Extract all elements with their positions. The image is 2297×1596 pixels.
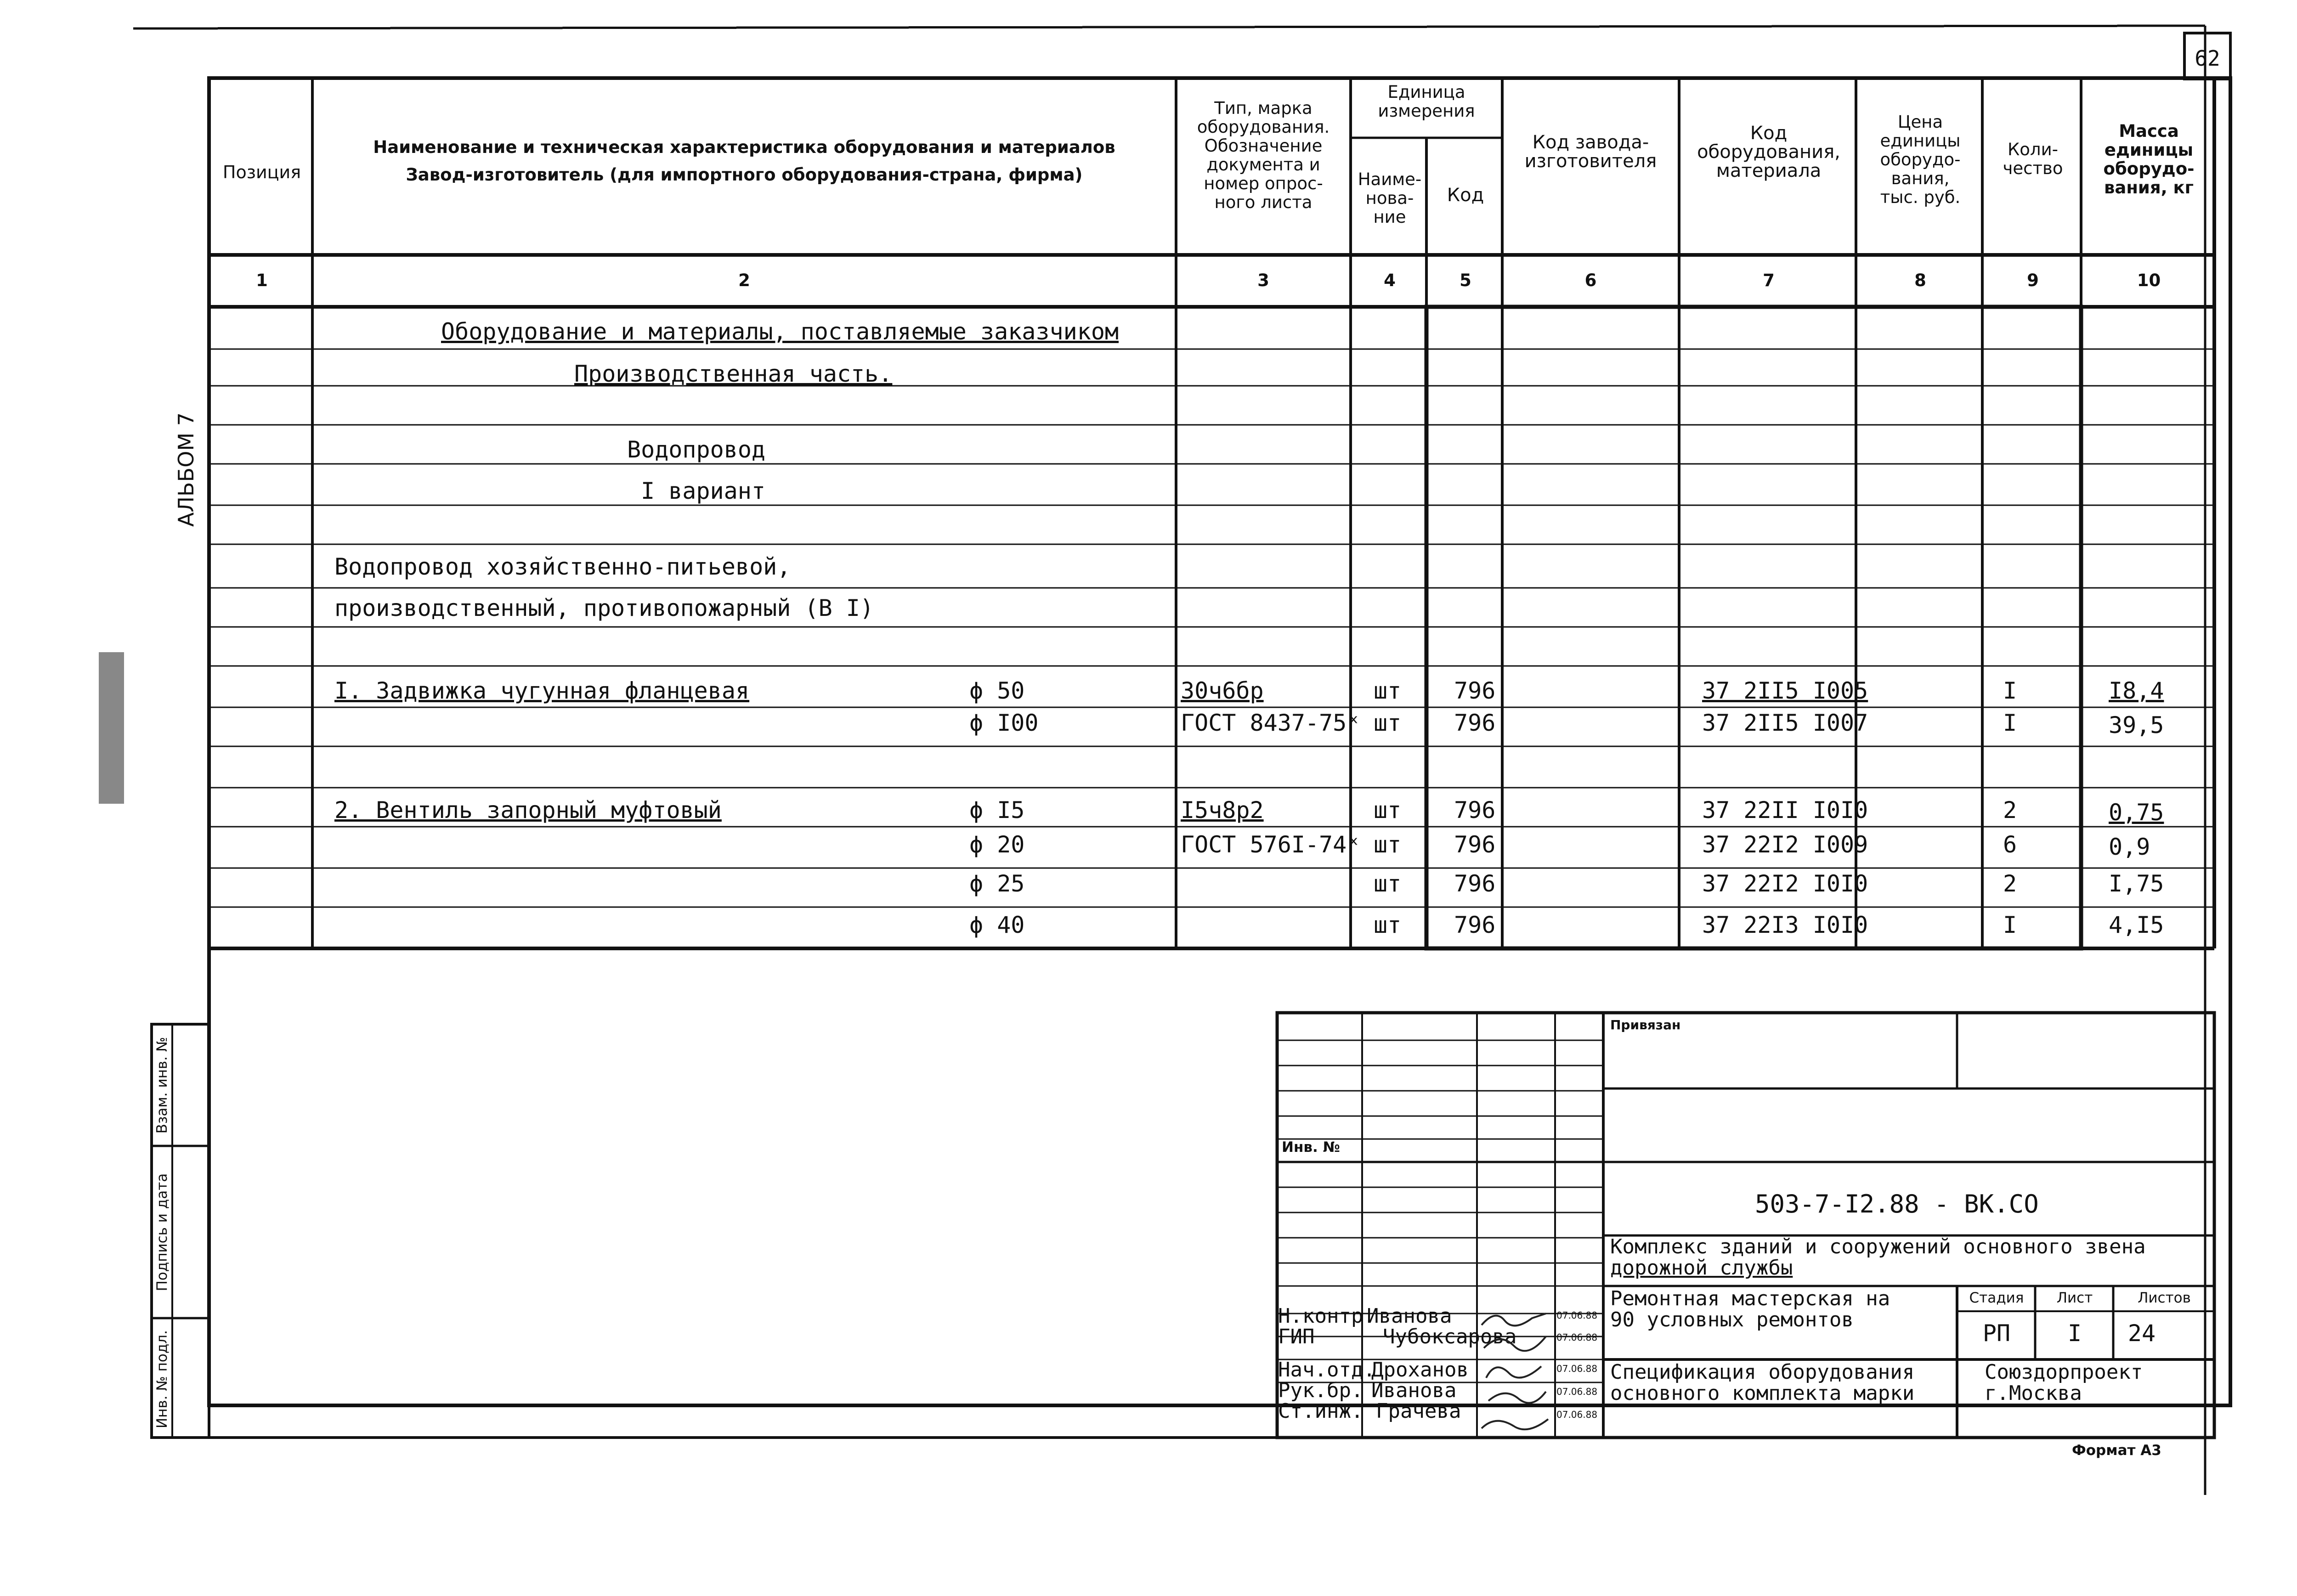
role-title: Ст.инж. bbox=[1278, 1399, 1363, 1423]
item-qty: 2 bbox=[2003, 870, 2017, 897]
item-unit-code: 796 bbox=[1454, 710, 1496, 736]
item-type: I5ч8р2 bbox=[1181, 797, 1264, 823]
title-sheet: I bbox=[2067, 1320, 2082, 1347]
role-title: Н.контр. bbox=[1278, 1304, 1375, 1328]
role-name: Иванова bbox=[1371, 1379, 1457, 1402]
item-unit: шт bbox=[1374, 677, 1402, 704]
item-diameter: ϕ 20 bbox=[969, 831, 1025, 858]
role-date: 07.06.88 bbox=[1556, 1386, 1598, 1397]
item-qty: I bbox=[2003, 677, 2017, 704]
item-equip-code: 37 22I2 I0I0 bbox=[1702, 870, 1868, 897]
role-name: Чубоксарова bbox=[1383, 1325, 1517, 1348]
title-privyazan: Привязан bbox=[1610, 1017, 1681, 1032]
role-date: 07.06.88 bbox=[1556, 1310, 1598, 1321]
item-unit: шт bbox=[1374, 831, 1402, 858]
col-num-5: 5 bbox=[1460, 271, 1471, 290]
item-diameter: ϕ 40 bbox=[969, 912, 1025, 938]
item-type: 30ч6бр bbox=[1181, 677, 1264, 704]
role-date: 07.06.88 bbox=[1556, 1332, 1598, 1343]
item-equip-code: 37 2II5 I005 bbox=[1702, 677, 1868, 704]
col-num-7: 7 bbox=[1763, 271, 1775, 290]
album-label: АЛЬБОМ 7 bbox=[174, 412, 198, 527]
col-num-10: 10 bbox=[2137, 271, 2161, 290]
col-num-2: 2 bbox=[738, 271, 750, 290]
item-equip-code: 37 22II I0I0 bbox=[1702, 797, 1868, 823]
title-org: Союздорпроект г.Москва bbox=[1985, 1360, 2143, 1405]
section-title-variant: I вариант bbox=[641, 478, 765, 504]
item-unit-code: 796 bbox=[1454, 870, 1496, 897]
section-title-production: Производственная часть. bbox=[574, 361, 893, 387]
role-title: Рук.бр. bbox=[1278, 1379, 1363, 1402]
item-qty: I bbox=[2003, 710, 2017, 736]
stamp-inv-podl: Инв. № подл. bbox=[154, 1330, 170, 1428]
item-unit-code: 796 bbox=[1454, 677, 1496, 704]
header-pos: Позиция bbox=[222, 162, 301, 182]
header-qty: Коли- чество bbox=[2003, 140, 2063, 178]
item-unit: шт bbox=[1374, 870, 1402, 897]
section-title-customer: Оборудование и материалы, поставляемые заказчиком bbox=[441, 318, 1119, 345]
header-unit-name: Наиме- нова- ние bbox=[1358, 169, 1422, 227]
item-mass: I8,4 bbox=[2109, 677, 2164, 704]
header-price: Цена единицы оборудо- вания, тыс. руб. bbox=[1880, 112, 1961, 207]
role-name: Дроханов bbox=[1371, 1358, 1469, 1382]
role-title: Нач.отд. bbox=[1278, 1358, 1375, 1382]
section-title-water: Водопровод bbox=[627, 436, 766, 463]
col-num-4: 4 bbox=[1384, 271, 1396, 290]
title-sheets-label: Листов bbox=[2138, 1290, 2191, 1306]
section-water-line2: производственный, противопожарный (В I) bbox=[334, 595, 874, 621]
header-unit: Единица измерения bbox=[1378, 82, 1475, 121]
item-diameter: ϕ 50 bbox=[969, 677, 1025, 704]
signatures bbox=[1477, 1304, 1555, 1438]
header-mass: Масса единицы оборудо- вания, кг bbox=[2103, 121, 2195, 197]
item-diameter: ϕ 25 bbox=[969, 870, 1025, 897]
item-mass: 4,I5 bbox=[2109, 912, 2164, 938]
stamp-podpis-data: Подпись и дата bbox=[154, 1173, 170, 1291]
item-unit: шт bbox=[1374, 912, 1402, 938]
role-date: 07.06.88 bbox=[1556, 1409, 1598, 1420]
item-equip-code: 37 2II5 I007 bbox=[1702, 710, 1868, 736]
title-inv-no: Инв. № bbox=[1282, 1139, 1340, 1156]
item-unit-code: 796 bbox=[1454, 831, 1496, 858]
title-spec: Спецификация оборудования основного комплекта марки bbox=[1610, 1360, 1915, 1405]
section-water-line1: Водопровод хозяйственно-питьевой, bbox=[334, 553, 791, 580]
page-number: 62 bbox=[2195, 46, 2220, 71]
item-diameter: ϕ I00 bbox=[969, 710, 1039, 736]
header-name-line1: Наименование и техническая характеристика оборудования и материалов bbox=[373, 137, 1115, 157]
item-type: ГОСТ 8437-75ˣ bbox=[1181, 710, 1361, 736]
item-diameter: ϕ I5 bbox=[969, 797, 1025, 823]
item-mass: 0,9 bbox=[2109, 834, 2150, 860]
role-name: Грачева bbox=[1376, 1399, 1461, 1423]
item-equip-code: 37 22I2 I009 bbox=[1702, 831, 1868, 858]
item-name: I. Задвижка чугунная фланцевая bbox=[334, 677, 750, 704]
item-mass: I,75 bbox=[2109, 870, 2164, 897]
format-label: Формат А3 bbox=[2072, 1442, 2161, 1459]
item-qty: I bbox=[2003, 912, 2017, 938]
item-name: 2. Вентиль запорный муфтовый bbox=[334, 797, 722, 823]
col-num-9: 9 bbox=[2027, 271, 2039, 290]
title-stage-label: Стадия bbox=[1969, 1290, 2024, 1306]
col-num-1: 1 bbox=[256, 271, 268, 290]
role-name: Иванова bbox=[1367, 1304, 1452, 1328]
header-maker-code: Код завода- изготовителя bbox=[1524, 132, 1657, 172]
title-stage: РП bbox=[1982, 1320, 2011, 1347]
document-code: 503-7-I2.88 - ВК.СО bbox=[1755, 1190, 2039, 1218]
item-unit: шт bbox=[1374, 797, 1402, 823]
header-equip-code: Код оборудования, материала bbox=[1697, 123, 1840, 181]
stamp-vzam-inv: Взам. инв. № bbox=[154, 1037, 170, 1134]
title-complex: Комплекс зданий и сооружений основного звена дорожной службы bbox=[1610, 1235, 2146, 1280]
col-num-6: 6 bbox=[1584, 271, 1597, 290]
item-mass: 0,75 bbox=[2109, 799, 2164, 826]
item-mass: 39,5 bbox=[2109, 712, 2164, 739]
item-type: ГОСТ 576I-74ˣ bbox=[1181, 831, 1361, 858]
col-num-3: 3 bbox=[1257, 271, 1269, 290]
item-unit-code: 796 bbox=[1454, 912, 1496, 938]
title-sheets: 24 bbox=[2127, 1320, 2156, 1347]
col-num-8: 8 bbox=[1914, 271, 1926, 290]
role-date: 07.06.88 bbox=[1556, 1363, 1598, 1374]
title-object: Ремонтная мастерская на 90 условных ремонтов bbox=[1610, 1287, 1890, 1331]
header-unit-code: Код bbox=[1447, 185, 1484, 206]
header-name-line2: Завод-изготовитель (для импортного оборудования-страна, фирма) bbox=[406, 165, 1083, 185]
item-qty: 6 bbox=[2003, 831, 2017, 858]
item-unit: шт bbox=[1374, 710, 1402, 736]
item-equip-code: 37 22I3 I0I0 bbox=[1702, 912, 1868, 938]
title-sheet-label: Лист bbox=[2056, 1290, 2093, 1306]
header-type: Тип, марка оборудования. Обозначение документа и номер опрос- ного листа bbox=[1197, 98, 1330, 212]
role-title: ГИП bbox=[1278, 1325, 1315, 1348]
item-unit-code: 796 bbox=[1454, 797, 1496, 823]
item-qty: 2 bbox=[2003, 797, 2017, 823]
